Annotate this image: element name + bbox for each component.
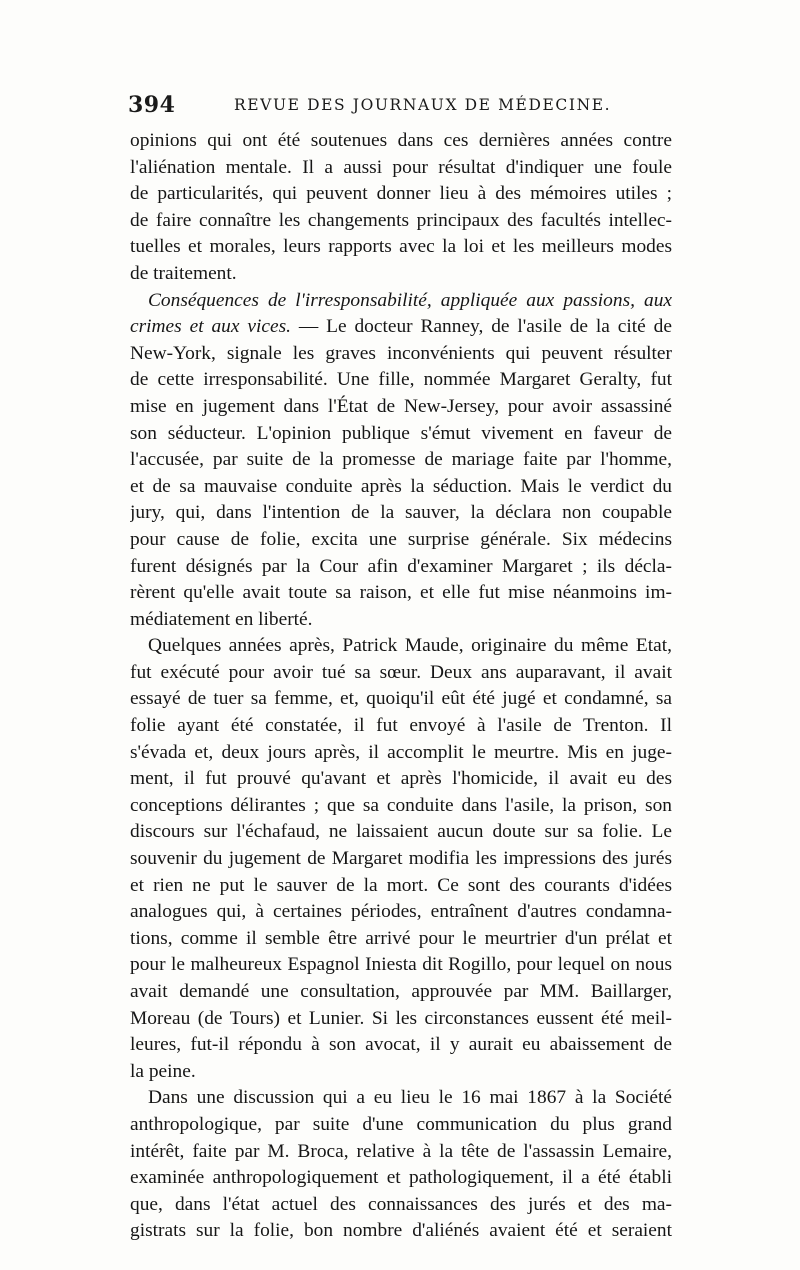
text-line: examinée anthropologiquement et pathologiquement, il a été établi bbox=[130, 1167, 672, 1189]
text-line: rèrent qu'elle avait toute sa raison, et elle fut mise néanmoins im- bbox=[130, 582, 672, 604]
text-line: pour cause de folie, excita une surprise générale. Six médecins bbox=[130, 528, 672, 550]
text-line: que, dans l'état actuel des connaissances des jurés et des ma- bbox=[130, 1193, 672, 1215]
text-line: la peine. bbox=[130, 1060, 196, 1082]
text-line bbox=[130, 288, 672, 315]
text-line: l'aliénation mentale. Il a aussi pour résultat d'indiquer une foule bbox=[130, 156, 672, 178]
text-line: fut exécuté pour avoir tué sa sœur. Deux ans auparavant, il avait bbox=[130, 661, 672, 683]
text-line: furent désignés par la Cour afin d'examiner Margaret ; ils décla- bbox=[130, 555, 672, 577]
body-text bbox=[130, 128, 672, 1245]
text-line: Dans une discussion qui a eu lieu le 16 mai 1867 à la Société bbox=[148, 1087, 672, 1109]
section-heading: Conséquences de l'irresponsabilité, appliquée aux passions, aux bbox=[148, 289, 672, 311]
text-line: de particularités, qui peuvent donner lieu à des mémoires utiles ; bbox=[130, 183, 672, 205]
text-line: avait demandé une consultation, approuvée par MM. Baillarger, bbox=[130, 981, 672, 1002]
text-line: souvenir du jugement de Margaret modifia les impressions des jurés bbox=[130, 848, 672, 870]
page-header bbox=[128, 92, 672, 120]
text-line: s'évada et, deux jours après, il accomplit le meurtre. Mis en juge- bbox=[130, 741, 672, 763]
text-line: médiatement en liberté. bbox=[130, 608, 313, 630]
line-text: — Le docteur Ranney, de l'asile de la cité de bbox=[290, 316, 672, 338]
text-line: et rien ne put le sauver de la mort. Ce sont des courants d'idées bbox=[130, 874, 672, 896]
text-line bbox=[130, 314, 672, 341]
text-line: opinions qui ont été soutenues dans ces dernières années contre bbox=[130, 130, 672, 151]
text-line: essayé de tuer sa femme, et, quoiqu'il eût été jugé et condamné, sa bbox=[130, 688, 672, 710]
text-line: gistrats sur la folie, bon nombre d'aliénés avaient été et seraient bbox=[130, 1220, 672, 1242]
text-line: intérêt, faite par M. Broca, relative à la tête de l'assassin Lemaire, bbox=[130, 1140, 672, 1162]
text-line: l'accusée, par suite de la promesse de mariage faite par l'homme, bbox=[130, 449, 672, 471]
text-line: ment, il fut prouvé qu'avant et après l'homicide, il avait eu des bbox=[130, 768, 672, 790]
text-line: conceptions délirantes ; que sa conduite dans l'asile, la prison, son bbox=[130, 794, 672, 816]
text-line: Quelques années après, Patrick Maude, originaire du même Etat, bbox=[148, 635, 672, 657]
text-line: de traitement. bbox=[130, 262, 237, 284]
text-line: anthropologique, par suite d'une communication du plus grand bbox=[130, 1113, 672, 1135]
text-line: pour le malheureux Espagnol Iniesta dit Rogillo, pour lequel on nous bbox=[130, 954, 672, 976]
text-line: tuelles et morales, leurs rapports avec la loi et les meilleurs modes bbox=[130, 236, 672, 258]
section-heading: crimes et aux vices. bbox=[130, 316, 291, 338]
text-line: jury, qui, dans l'intention de la sauver, la déclara non coupable bbox=[130, 502, 672, 524]
text-line: son séducteur. L'opinion publique s'émut vivement en faveur de bbox=[130, 422, 672, 444]
text-line: Moreau (de Tours) et Lunier. Si les circonstances eussent été meil- bbox=[130, 1007, 672, 1029]
text-line: mise en jugement dans l'État de New-Jersey, pour avoir assassiné bbox=[130, 395, 672, 417]
text-line: New-York, signale les graves inconvénients qui peuvent résulter bbox=[130, 342, 672, 364]
text-line: de cette irresponsabilité. Une fille, nommée Margaret Geralty, fut bbox=[130, 369, 672, 391]
running-head: REVUE DES JOURNAUX DE MÉDECINE. bbox=[234, 96, 612, 114]
text-line: leures, fut-il répondu à son avocat, il y aurait eu abaissement de bbox=[130, 1034, 672, 1056]
text-line: folie ayant été constatée, il fut envoyé à l'asile de Trenton. Il bbox=[130, 715, 672, 737]
text-line: analogues qui, à certaines périodes, entraînent d'autres condamna- bbox=[130, 901, 672, 923]
page-number: 394 bbox=[128, 92, 176, 118]
text-line: et de sa mauvaise conduite après la séduction. Mais le verdict du bbox=[130, 475, 672, 497]
text-line: tions, comme il semble être arrivé pour le meurtrier d'un prélat et bbox=[130, 927, 672, 949]
text-line: discours sur l'échafaud, ne laissaient aucun doute sur sa folie. Le bbox=[130, 821, 672, 843]
text-line: de faire connaître les changements principaux des facultés intellec- bbox=[130, 209, 672, 231]
